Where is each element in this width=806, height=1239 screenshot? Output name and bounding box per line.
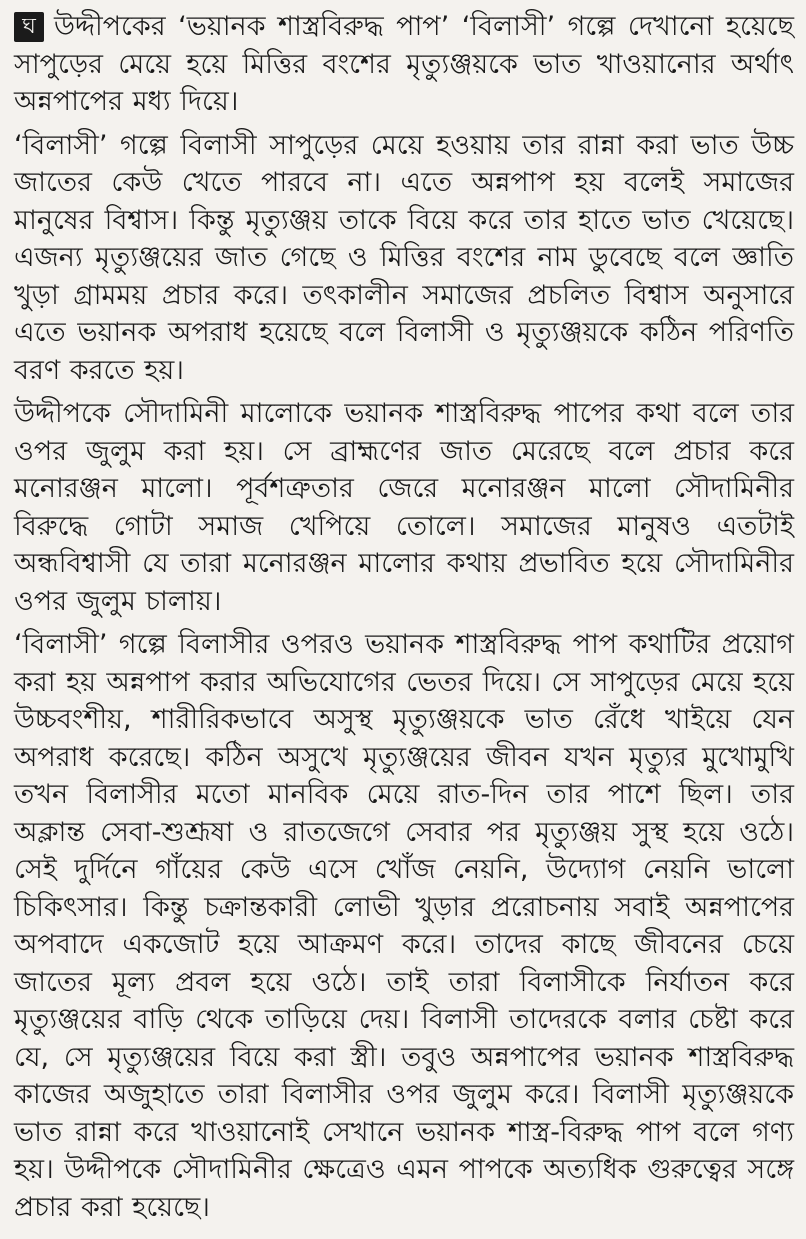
question-marker-badge: ঘ <box>14 12 44 42</box>
paragraph-1-text: উদ্দীপকের ‘ভয়ানক শাস্ত্রবিরুদ্ধ পাপ’ ‘বিলাসী’ গল্পে দেখানো হয়েছে সাপুড়ের মেয়ে হয়ে মিত্তির বংশের মৃত্যুঞ্জয়কে ভাত খাওয়ানোর অর্থাৎ অন্নপাপের মধ্য দিয়ে। <box>14 11 794 117</box>
paragraph-1 <box>14 8 794 121</box>
paragraph-3: উদ্দীপকে সৌদামিনী মালোকে ভয়ানক শাস্ত্রবিরুদ্ধ পাপের কথা বলে তার ওপর জুলুম করা হয়। সে ব্রাহ্মণের জাত মেরেছে বলে প্রচার করে মনোরঞ্জন মালো। পূর্বশত্রুতার জেরে মনোরঞ্জন মালো সৌদামিনীর বিরুদ্ধে গোটা সমাজ খেপিয়ে তোলে। সমাজের মানুষও এতটাই অন্ধবিশ্বাসী যে তারা মনোরঞ্জন মালোর কথায় প্রভাবিত হয়ে সৌদামিনীর ওপর জুলুম চালায়। <box>14 398 794 617</box>
paragraph-2: ‘বিলাসী’ গল্পে বিলাসী সাপুড়ের মেয়ে হওয়ায় তার রান্না করা ভাত উচ্চ জাতের কেউ খেতে পারবে না। এতে অন্নপাপ হয় বলেই সমাজের মানুষের বিশ্বাস। কিন্তু মৃত্যুঞ্জয় তাকে বিয়ে করে তার হাতে ভাত খেয়েছে। এজন্য মৃত্যুঞ্জয়ের জাত গেছে ও মিত্তির বংশের নাম ডুবেছে বলে জ্ঞাতি খুড়া গ্রামময় প্রচার করে। তৎকালীন সমাজের প্রচলিত বিশ্বাস অনুসারে এতে ভয়ানক অপরাধ হয়েছে বলে বিলাসী ও মৃত্যুঞ্জয়কে কঠিন পরিণতি বরণ করতে হয়। <box>14 129 794 386</box>
paragraph-4: ‘বিলাসী’ গল্পে বিলাসীর ওপরও ভয়ানক শাস্ত্রবিরুদ্ধ পাপ কথাটির প্রয়োগ করা হয় অন্নপাপ করার অভিযোগের ভেতর দিয়ে। সে সাপুড়ের মেয়ে হয়ে উচ্চবংশীয়, শারীরিকভাবে অসুস্থ মৃত্যুঞ্জয়কে ভাত রেঁধে খাইয়ে যেন অপরাধ করেছে। কঠিন অসুখে মৃত্যুঞ্জয়ের জীবন যখন মৃত্যুর মুখোমুখি তখন বিলাসীর মতো মানবিক মেয়ে রাত-দিন তার পাশে ছিল। তার অক্লান্ত সেবা-শুশ্রূষা ও রাতজেগে সেবার পর মৃত্যুঞ্জয় সুস্থ হয়ে ওঠে। সেই দুর্দিনে গাঁয়ের কেউ এসে খোঁজ নেয়নি, উদ্যোগ নেয়নি ভালো চিকিৎসার। কিন্তু চক্রান্তকারী লোভী খুড়ার প্ররোচনায় সবাই অন্নপাপের অপবাদে একজোট হয়ে আক্রমণ করে। তাদের কাছে জীবনের চেয়ে জাতের মূল্য প্রবল হয়ে ওঠে। তাই তারা বিলাসীকে নির্যাতন করে মৃত্যুঞ্জয়ের বাড়ি থেকে তাড়িয়ে দেয়। বিলাসী তাদেরকে বলার চেষ্টা করে যে, সে মৃত্যুঞ্জয়ের বিয়ে করা স্ত্রী। তবুও অন্নপাপের ভয়ানক শাস্ত্রবিরুদ্ধ কাজের অজুহাতে তারা বিলাসীর ওপর জুলুম করে। বিলাসী মৃত্যুঞ্জয়কে ভাত রান্না করে খাওয়ানোই সেখানে ভয়ানক শাস্ত্র-বিরুদ্ধ পাপ বলে গণ্য হয়। উদ্দীপকে সৌদামিনীর ক্ষেত্রেও এমন পাপকে অত্যধিক গুরুত্বের সঙ্গে প্রচার করা হয়েছে। <box>14 629 794 1223</box>
